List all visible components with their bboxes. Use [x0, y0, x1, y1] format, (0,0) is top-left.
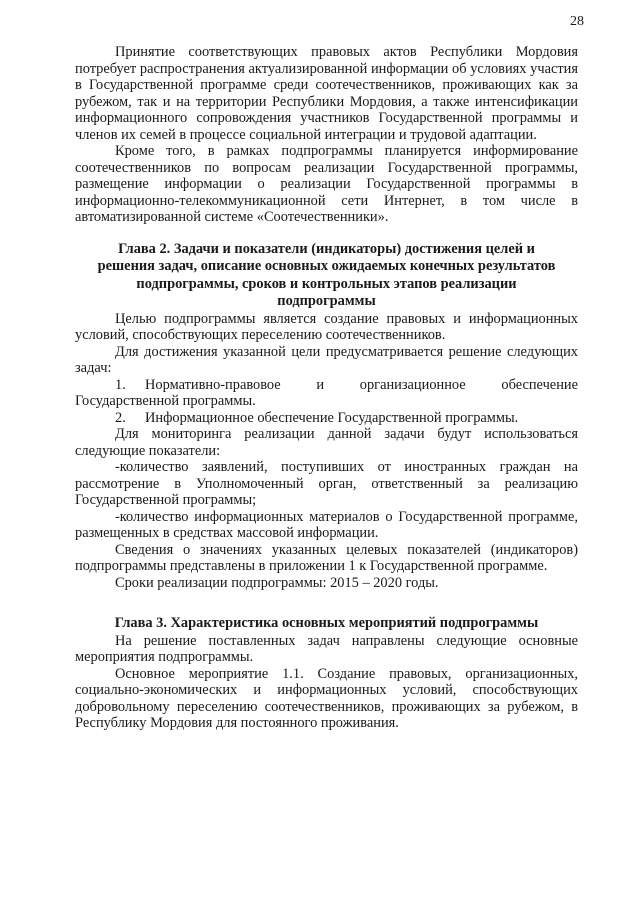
goal-paragraph: Целью подпрограммы является создание правовых и информационных условий, способствующих переселению соотечественников.: [75, 310, 578, 343]
terms-paragraph: Сроки реализации подпрограммы: 2015 – 2020 годы.: [115, 574, 439, 591]
intro-paragraph-1: Принятие соответствующих правовых актов Республики Мордовия потребует распространения актуализированной информации об условиях участия в Государственной программе среди соотечественников, проживающих как за рубежом, так и на территории Республики Мордовия, а также интенсификации информационного сопровождения участников Государственной программы и членов их семей в процессе социальной интеграции и трудовой адаптации.: [75, 44, 578, 143]
chapter-3-paragraph-2: Основное мероприятие 1.1. Создание правовых, организационных, социально-экономических и информационных условий, способствующих добровольному переселению соотечественников, проживающих за рубежом, в Республику Мордовия для постоянного проживания.: [75, 665, 578, 731]
chapter-3-heading: Глава 3. Характеристика основных мероприятий подпрограммы: [114, 615, 539, 631]
tasks-intro-paragraph: Для достижения указанной цели предусматривается решение следующих задач:: [75, 343, 578, 376]
task-item-2: [75, 410, 578, 427]
chapter-2-heading-line-3: подпрограммы, сроков и контрольных этапов реализации: [136, 275, 517, 292]
task-item-1-number: 1.: [115, 376, 126, 393]
chapter-2-heading-line-2: решения задач, описание основных ожидаемых конечных результатов: [97, 258, 556, 274]
task-item-2-number: 2.: [115, 409, 126, 426]
document-body: [75, 44, 578, 732]
chapter-2-heading-line-4: подпрограммы: [277, 293, 376, 309]
chapter-2-heading: [75, 241, 578, 311]
targets-info-paragraph: Сведения о значениях указанных целевых показателей (индикаторов) подпрограммы представлены в приложении 1 к Государственной программе.: [75, 541, 578, 574]
intro-paragraph-2: Кроме того, в рамках подпрограммы планируется информирование соотечественников по вопросам реализации Государственной программы, размещение информации о реализации Государственной программы в информационно-телекоммуникационной сети Интернет, в том числе в автоматизированной системе «Соотечественники».: [75, 143, 578, 225]
indicator-1-paragraph: -количество заявлений, поступивших от иностранных граждан на рассмотрение в Уполномоченный орган, ответственный за реализацию Государственной программы;: [75, 459, 578, 508]
indicator-2-paragraph: -количество информационных материалов о Государственной программе, размещенных в средствах массовой информации.: [75, 508, 578, 541]
chapter-2-heading-line-1: Глава 2. Задачи и показатели (индикаторы) достижения целей и: [118, 240, 535, 257]
monitoring-intro-paragraph: Для мониторинга реализации данной задачи будут использоваться следующие показатели:: [75, 426, 578, 459]
page-number: 28: [570, 14, 584, 29]
task-item-1-text: Нормативно-правовое и организационное обеспечение Государственной программы.: [75, 376, 578, 409]
task-item-1: [75, 377, 578, 410]
chapter-3-paragraph-1: На решение поставленных задач направлены следующие основные мероприятия подпрограммы.: [75, 632, 578, 665]
task-item-2-text: Информационное обеспечение Государственной программы.: [145, 409, 519, 426]
